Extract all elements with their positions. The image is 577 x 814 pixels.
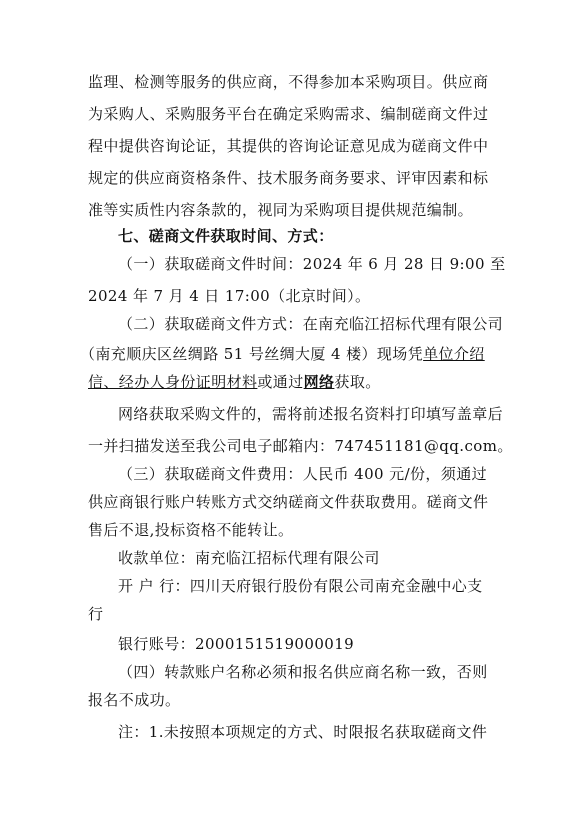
- body-text-line: 报名不成功。: [88, 691, 181, 709]
- body-text-line: 为采购人、采购服务平台在确定采购需求、编制磋商文件过: [88, 105, 489, 123]
- body-text-line: [88, 372, 381, 392]
- text-run: 获取。: [334, 373, 381, 391]
- body-text-line: 供应商银行账户转账方式交纳磋商文件获取费用。磋商文件: [88, 493, 489, 511]
- body-text-line: 程中提供咨询论证，其提供的咨询论证意见成为磋商文件中: [88, 137, 489, 155]
- underlined-text: 信、经办人身份证明材料: [88, 373, 258, 391]
- body-text-line: 银行账号：2000151519000019: [118, 635, 355, 653]
- body-text-line: 规定的供应商资格条件、技术服务商务要求、评审因素和标: [88, 169, 489, 187]
- body-text-line: 售后不退,投标资格不能转让。: [88, 521, 294, 539]
- body-text-line: 收款单位：南充临江招标代理有限公司: [118, 549, 380, 567]
- body-text-line: 2024 年 7 月 4 日 17:00（北京时间）。: [88, 287, 371, 305]
- body-text-line: 准等实质性内容条款的，视同为采购项目提供规范编制。: [88, 201, 474, 219]
- section-heading: 七、磋商文件获取时间、方式：: [118, 227, 334, 245]
- body-text-line: 开 户 行：四川天府银行股份有限公司南充金融中心支: [118, 577, 483, 595]
- text-run: 或通过: [257, 373, 304, 391]
- body-text-line: 注：1.未按照本项规定的方式、时限报名获取磋商文件: [118, 723, 488, 741]
- body-text-line: 一并扫描发送至我公司电子邮箱内：747451181@qq.com。: [88, 437, 513, 455]
- body-text-line: （四）转款账户名称必须和报名供应商名称一致，否则: [118, 663, 488, 681]
- underlined-text: 单位介绍: [423, 345, 485, 363]
- body-text-line: [80, 344, 485, 364]
- body-text-line: （一）获取磋商文件时间：2024 年 6 月 28 日 9:00 至: [118, 255, 506, 273]
- body-text-line: 监理、检测等服务的供应商，不得参加本采购项目。供应商: [88, 73, 489, 91]
- text-run: （南充顺庆区丝绸路 51 号丝绸大厦 4 楼）现场凭: [80, 345, 424, 363]
- body-text-line: （三）获取磋商文件费用：人民币 400 元/份，须通过: [118, 465, 488, 483]
- body-text-line: （二）获取磋商文件方式：在南充临江招标代理有限公司: [118, 315, 504, 333]
- body-text-line: 网络获取采购文件的，需将前述报名资料打印填写盖章后: [118, 405, 504, 423]
- body-text-line: 行: [88, 605, 104, 623]
- underlined-bold-text: 网络: [303, 373, 335, 391]
